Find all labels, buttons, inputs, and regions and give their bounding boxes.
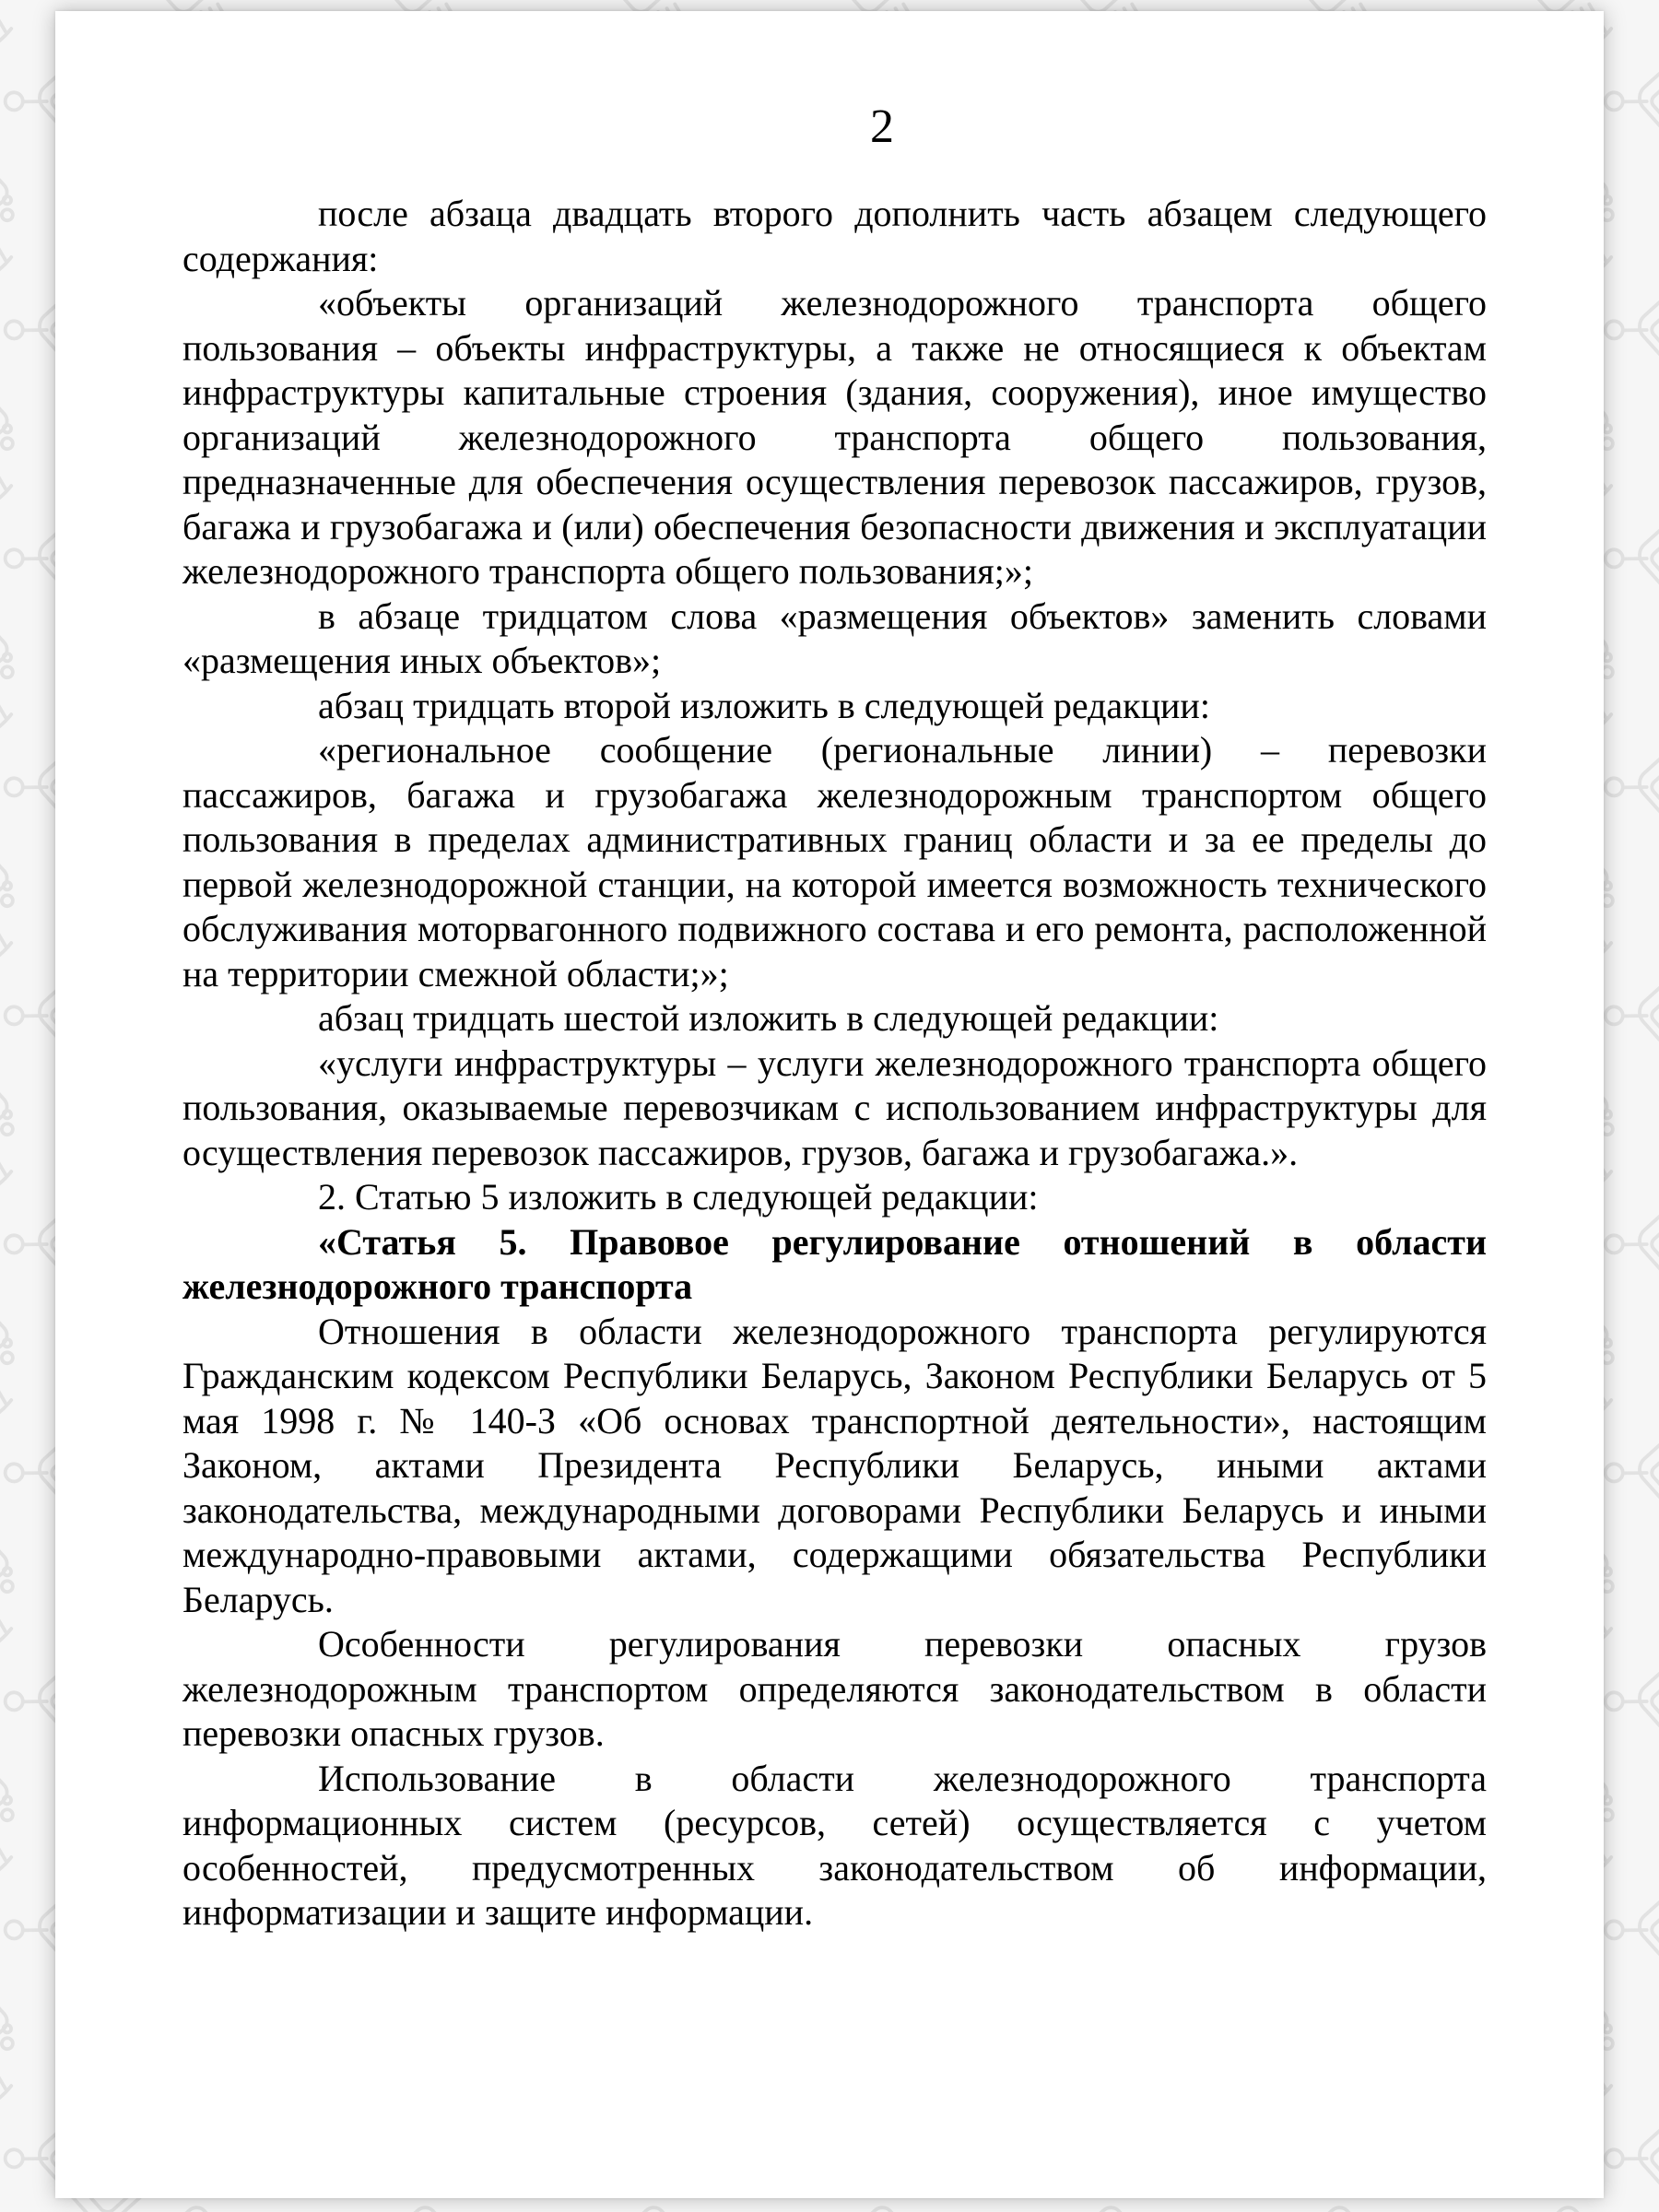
paragraph: абзац тридцать шестой изложить в следующей редакции: [318, 997, 1219, 1039]
page-number: 2 [870, 100, 894, 153]
paragraph: «услуги инфраструктуры – услуги железнодорожного транспорта общего пользования, оказываемые перевозчикам с использованием инфраструктуры для осуществления перевозок пассажиров, грузов, багажа и грузобагажа.». [182, 1041, 1487, 1173]
paragraph: Отношения в области железнодорожного транспорта регулируются Гражданским кодексом Республики Беларусь, Законом Республики Беларусь от 5 мая 1998 г. № 140-З «Об основах транспортной деятельности», настоящим Законом, актами Президента Республики Беларусь, иными актами законодательства, международными договорами Республики Беларусь и иными международно-правовыми актами, содержащими обязательства Республики Беларусь. [182, 1310, 1487, 1620]
paragraph: «региональное сообщение (региональные линии) – перевозки пассажиров, багажа и грузобагажа железнодорожным транспортом общего пользования в пределах административных границ области и за ее пределы до первой железнодорожной станции, на которой имеется возможность технического обслуживания моторвагонного подвижного состава и его ремонта, расположенной на территории смежной области;»; [182, 729, 1487, 994]
paragraph: Особенности регулирования перевозки опасных грузов железнодорожным транспортом определяются законодательством в области перевозки опасных грузов. [182, 1623, 1487, 1754]
paragraph: в абзаце тридцатом слова «размещения объектов» заменить словами «размещения иных объектов»; [182, 594, 1487, 681]
paragraph: 2. Статью 5 изложить в следующей редакции: [318, 1176, 1039, 1218]
paragraph: после абзаца двадцать второго дополнить часть абзацем следующего содержания: [182, 193, 1487, 279]
document-body [182, 192, 1487, 1936]
paragraph: Использование в области железнодорожного транспорта информационных систем (ресурсов, сетей) осуществляется с учетом особенностей, предусмотренных законодательством об информации, информатизации и защите информации. [182, 1757, 1487, 1933]
article-heading: «Статья 5. Правовое регулирование отношений в области железнодорожного транспорта [182, 1220, 1487, 1307]
paragraph: «объекты организаций железнодорожного транспорта общего пользования – объекты инфраструктуры, а также не относящиеся к объектам инфраструктуры капитальные строения (здания, сооружения), иное имущество организаций железнодорожного транспорта общего пользования, предназначенные для обеспечения осуществления перевозок пассажиров, грузов, багажа и грузобагажа и (или) обеспечения безопасности движения и эксплуатации железнодорожного транспорта общего пользования;»; [182, 282, 1487, 592]
document-page [55, 11, 1604, 2198]
paragraph: абзац тридцать второй изложить в следующей редакции: [318, 684, 1210, 726]
